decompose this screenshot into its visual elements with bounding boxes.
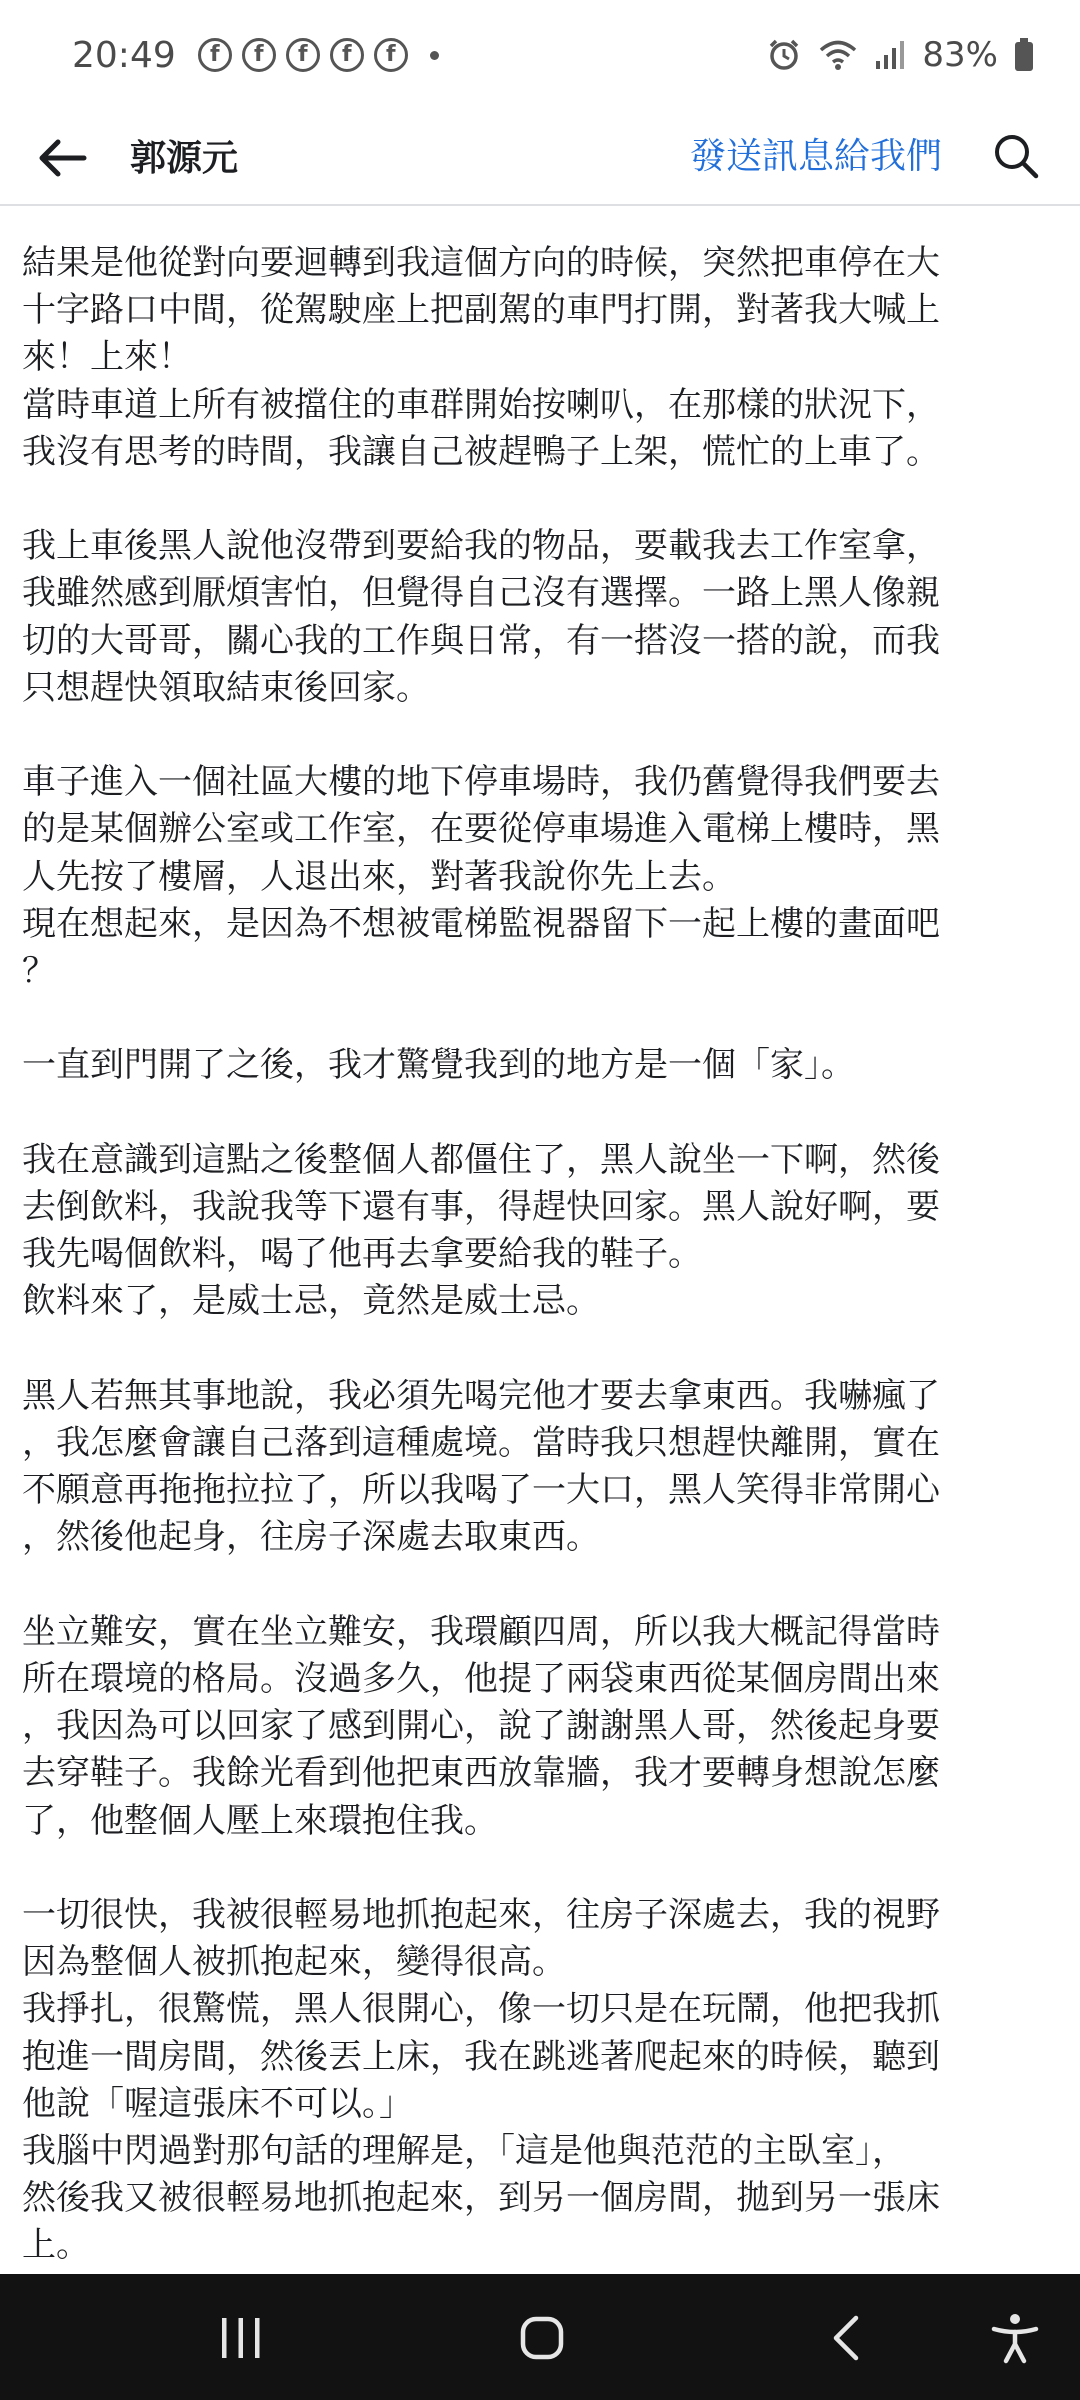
recent-apps-icon[interactable] (218, 2316, 264, 2360)
status-right (766, 35, 1034, 75)
facebook-notification-icon: f (198, 38, 232, 72)
search-icon (990, 130, 1042, 182)
post-text-line: 飲料來了，是威士忌，竟然是威士忌。 (22, 1281, 600, 1322)
facebook-notification-icon: f (242, 38, 276, 72)
more-notifications-icon (430, 51, 439, 60)
post-text-line: 黑人若無其事地說，我必須先喝完他才要去拿東西。我嚇瘋了 (22, 1375, 940, 1416)
paragraph-gap (22, 995, 1062, 1042)
post-text-line: 他說「喔這張床不可以。」 (22, 2083, 413, 2124)
post-text-line: 我先喝個飲料，喝了他再去拿要給我的鞋子。 (22, 1234, 702, 1275)
paragraph-gap (22, 712, 1062, 759)
post-text-line: 我沒有思考的時間，我讓自己被趕鴨子上架，慌忙的上車了。 (22, 431, 940, 472)
post-text-line: 當時車道上所有被擋住的車群開始按喇叭，在那樣的狀況下， (22, 384, 940, 425)
post-text-line: 的是某個辦公室或工作室，在要從停車場進入電梯上樓時，黑 (22, 809, 940, 850)
back-icon[interactable] (828, 2314, 864, 2362)
battery-percentage: 83% (922, 35, 998, 75)
post-text-line: ，然後他起身，往房子深處去取東西。 (22, 1517, 600, 1558)
post-text-line: 現在想起來，是因為不想被電梯監視器留下一起上樓的畫面吧 (22, 903, 940, 944)
post-text-line: ？ (22, 951, 56, 992)
wifi-icon (818, 38, 858, 72)
post-text-line: 我雖然感到厭煩害怕，但覺得自己沒有選擇。一路上黑人像親 (22, 573, 940, 614)
post-text-line: 因為整個人被抓抱起來，變得很高。 (22, 1942, 566, 1983)
home-icon[interactable] (520, 2316, 564, 2360)
status-bar (0, 0, 1080, 110)
alarm-icon (766, 37, 802, 73)
post-text-line: 去穿鞋子。我餘光看到他把東西放靠牆，我才要轉身想說怎麼 (22, 1753, 940, 1794)
post-text-line: 了，他整個人壓上來環抱住我。 (22, 1800, 498, 1841)
facebook-notification-icon: f (286, 38, 320, 72)
status-left (72, 35, 439, 76)
post-text-line: 上。 (22, 2225, 90, 2266)
post-text-line: 所在環境的格局。沒過多久，他提了兩袋東西從某個房間出來 (22, 1659, 940, 1699)
post-body (22, 240, 1062, 2270)
post-text-line: 只想趕快領取結束後回家。 (22, 667, 430, 708)
post-text-line: 我上車後黑人說他沒帶到要給我的物品，要載我去工作室拿， (22, 526, 940, 567)
post-text-line: 不願意再拖拖拉拉了，所以我喝了一大口，黑人笑得非常開心 (22, 1470, 940, 1511)
post-text-line: 坐立難安，實在坐立難安，我環顧四周，所以我大概記得當時 (22, 1611, 940, 1652)
paragraph-gap (22, 1562, 1062, 1609)
paragraph-gap (22, 1845, 1062, 1892)
post-text-line: 來！上來！ (22, 337, 192, 378)
post-text-line: 切的大哥哥，關心我的工作與日常，有一搭沒一搭的說，而我 (22, 620, 940, 661)
post-text-line: 一切很快，我被很輕易地抓抱起來，往房子深處去，我的視野 (22, 1895, 940, 1935)
paragraph-gap (22, 1090, 1062, 1137)
post-text-line: 我在意識到這點之後整個人都僵住了，黑人說坐一下啊，然後 (22, 1139, 940, 1180)
post-text-line: 人先按了樓層，人退出來，對著我說你先上去。 (22, 856, 736, 897)
post-text-line: 我掙扎，很驚慌，黑人很開心，像一切只是在玩鬧，他把我抓 (22, 1989, 940, 2030)
back-button[interactable] (36, 134, 88, 182)
paragraph-gap (22, 1326, 1062, 1373)
send-message-link[interactable]: 發送訊息給我們 (689, 136, 942, 177)
arrow-left-icon (36, 134, 88, 182)
search-button[interactable] (990, 130, 1042, 182)
app-bar (0, 110, 1080, 206)
battery-icon (1014, 38, 1034, 72)
signal-icon (874, 39, 906, 71)
facebook-notification-icon: f (330, 38, 364, 72)
post-text-line: 結果是他從對向要迴轉到我這個方向的時候，突然把車停在大 (22, 243, 940, 283)
post-text-line: 車子進入一個社區大樓的地下停車場時，我仍舊覺得我們要去 (22, 762, 940, 803)
post-text-line: 我腦中閃過對那句話的理解是，「這是他與范范的主臥室」， (22, 2131, 906, 2172)
page-title: 郭源元 (130, 138, 239, 179)
navigation-bar (0, 2274, 1080, 2400)
post-text-line: 一直到門開了之後，我才驚覺我到的地方是一個「家」。 (22, 1045, 855, 1086)
facebook-notification-icon: f (374, 38, 408, 72)
accessibility-icon[interactable] (990, 2312, 1040, 2364)
post-text-line: ，我怎麼會讓自己落到這種處境。當時我只想趕快離開，實在 (22, 1423, 940, 1463)
post-text-line: 抱進一間房間，然後丟上床，我在跳逃著爬起來的時候，聽到 (22, 2036, 940, 2077)
post-text-line: 然後我又被很輕易地抓抱起來，到另一個房間，拋到另一張床 (22, 2178, 940, 2219)
paragraph-gap (22, 476, 1062, 523)
post-text-line: 十字路口中間，從駕駛座上把副駕的車門打開，對著我大喊上 (22, 290, 940, 331)
post-text-line: ，我因為可以回家了感到開心，說了謝謝黑人哥，然後起身要 (22, 1706, 940, 1747)
status-time: 20:49 (72, 34, 176, 76)
post-text-line: 去倒飲料，我說我等下還有事，得趕快回家。黑人說好啊，要 (22, 1187, 940, 1227)
